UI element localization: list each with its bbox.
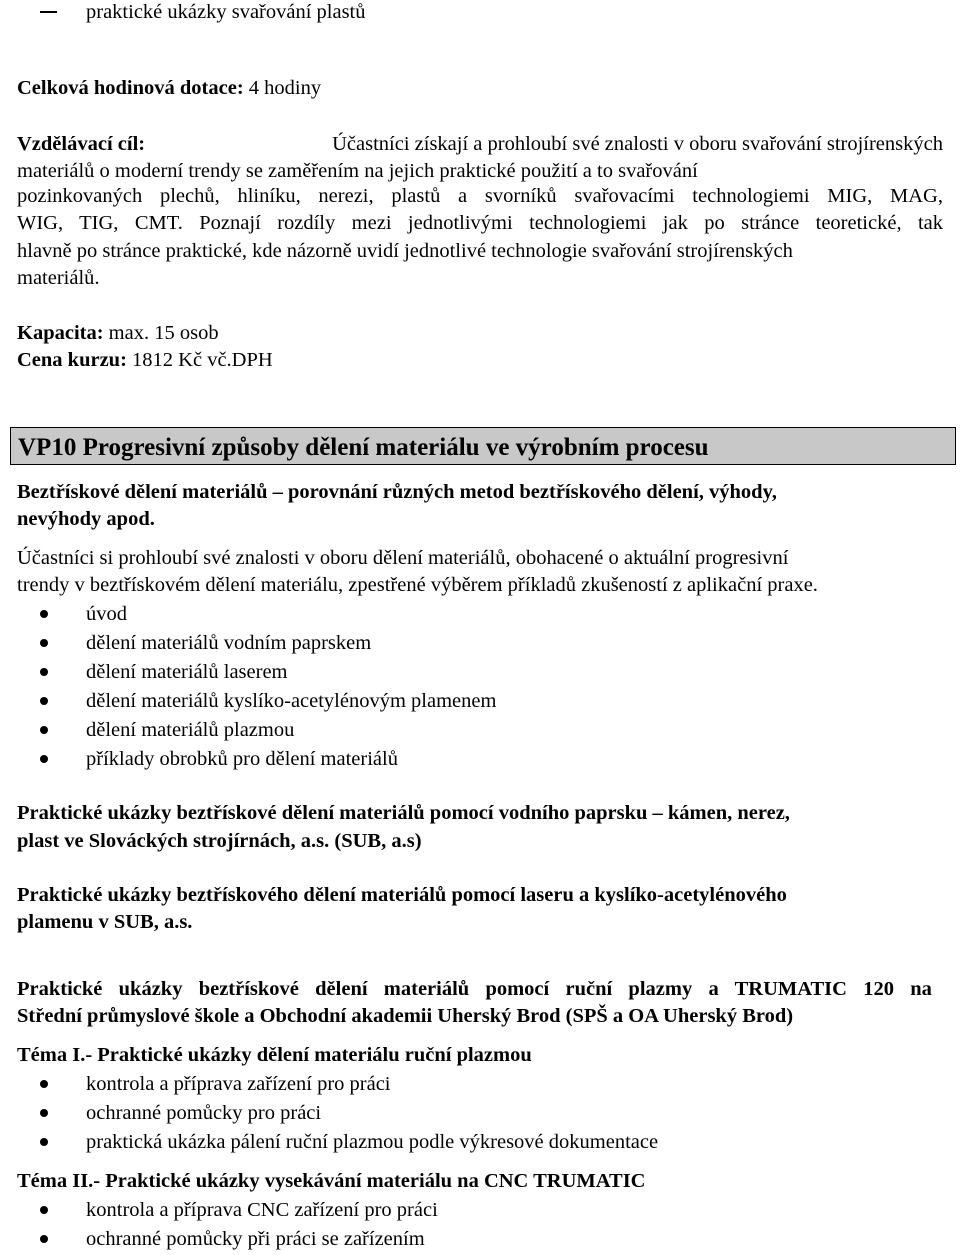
section-heading-box [10, 427, 956, 465]
bullet-icon [40, 726, 48, 734]
list-item: ochranné pomůcky pro práci [86, 1102, 322, 1124]
list-item: kontrola a příprava CNC zařízení pro práci [86, 1199, 438, 1221]
capacity-value: max. 15 osob [103, 322, 219, 344]
goal-line-5: hlavně po stránce praktické, kde názorně uvidí jednotlivé technologie svařování strojírenských [17, 240, 793, 262]
list-item: dělení materiálů vodním paprskem [86, 632, 372, 654]
capacity-label: Kapacita: [17, 322, 104, 344]
hour-allocation-label: Celková hodinová dotace: [17, 77, 244, 99]
bullet-icon [40, 1109, 48, 1117]
list-item: dělení materiálů plazmou [86, 719, 295, 741]
bullet-icon [40, 1235, 48, 1243]
practical-1-line-2: plast ve Slováckých strojírnách, a.s. (SUB, a.s) [17, 830, 422, 852]
list-item: dělení materiálů laserem [86, 661, 288, 683]
list-item: příklady obrobků pro dělení materiálů [86, 748, 398, 770]
goal-line-3: pozinkovaných plechů, hliníku, nerezi, plastů a svorníků svařovacími technologiemi MIG, MAG, [17, 185, 943, 207]
capacity [17, 323, 219, 344]
bullet-icon [40, 755, 48, 763]
top-item-text: praktické ukázky svařování plastů [86, 1, 366, 23]
goal-line-4: WIG, TIG, CMT. Poznají rozdíly mezi jednotlivými technologiemi jak po stránce teoretické, tak [17, 212, 944, 234]
goal-text-1: Účastníci získají a prohloubí své znalosti v oboru svařování strojírenských [332, 133, 943, 155]
practical-3-line-1: Praktické ukázky beztřískové dělení materiálů pomocí ruční plazmy a TRUMATIC 120 na [17, 978, 932, 1000]
goal-line-1 [17, 134, 943, 155]
bullet-icon [40, 668, 48, 676]
hour-allocation [17, 78, 321, 99]
practical-1-line-1: Praktické ukázky beztřískové dělení materiálů pomocí vodního paprsku – kámen, nerez, [17, 802, 790, 824]
list-item: kontrola a příprava zařízení pro práci [86, 1073, 391, 1095]
topic-1-title: Téma I.- Praktické ukázky dělení materiálu ruční plazmou [17, 1044, 532, 1066]
topic-2-title: Téma II.- Praktické ukázky vysekávání materiálu na CNC TRUMATIC [17, 1170, 646, 1192]
practical-2-line-1: Praktické ukázky beztřískového dělení materiálů pomocí laseru a kyslíko-acetylénového [17, 884, 787, 906]
course-price-label: Cena kurzu: [17, 349, 127, 371]
dash-marker [40, 11, 57, 13]
list-item: dělení materiálů kyslíko-acetylénovým plamenem [86, 690, 497, 712]
top-list-item [0, 0, 960, 26]
intro-line-1: Účastníci si prohloubí své znalosti v oboru dělení materiálů, obohacené o aktuální progresivní [17, 547, 789, 569]
goal-line-6: materiálů. [17, 267, 100, 289]
course-price-value: 1812 Kč vč.DPH [126, 349, 273, 371]
subheading-line-1: Beztřískové dělení materiálů – porovnání různých metod beztřískového dělení, výhody, [17, 481, 777, 503]
bullet-icon [40, 639, 48, 647]
bullet-icon [40, 697, 48, 705]
practical-3-line-2: Střední průmyslové škole a Obchodní akademii Uherský Brod (SPŠ a OA Uherský Brod) [17, 1005, 794, 1027]
course-price [17, 350, 273, 371]
goal-label: Vzdělávací cíl: [17, 133, 146, 155]
bullet-icon [40, 1080, 48, 1088]
bullet-icon [40, 610, 48, 618]
subheading-line-2: nevýhody apod. [17, 508, 155, 530]
list-item: úvod [86, 603, 127, 625]
intro-line-2: trendy v beztřískovém dělení materiálu, zpestřené výběrem příkladů zkušeností z aplikační praxe. [17, 574, 818, 596]
bullet-icon [40, 1206, 48, 1214]
section-heading: VP10 Progresivní způsoby dělení materiálu ve výrobním procesu [18, 434, 709, 461]
list-item: ochranné pomůcky při práci se zařízením [86, 1228, 425, 1250]
practical-2-line-2: plamenu v SUB, a.s. [17, 911, 193, 933]
bullet-icon [40, 1138, 48, 1146]
hour-allocation-value: 4 hodiny [243, 77, 322, 99]
goal-line-2: materiálů o moderní trendy se zaměřením na jejich praktické použití a to svařování [17, 160, 698, 182]
list-item: praktická ukázka pálení ruční plazmou podle výkresové dokumentace [86, 1131, 659, 1153]
